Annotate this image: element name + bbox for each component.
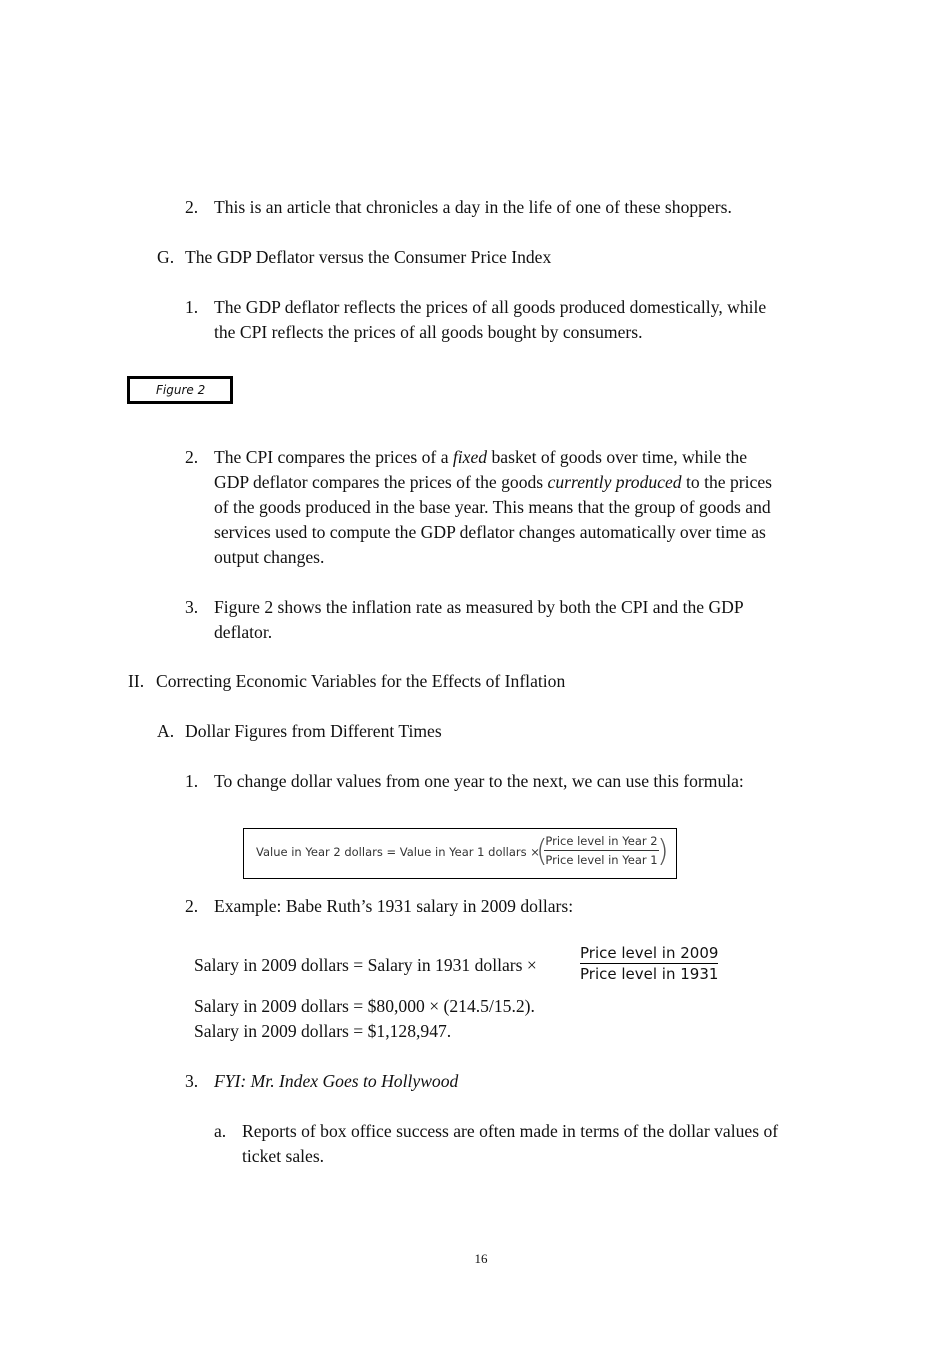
emphasis-text: fixed — [452, 447, 488, 467]
emphasis-text: currently produced — [547, 472, 682, 492]
item-text: Example: Babe Ruth’s 1931 salary in 2009 dollars: — [214, 896, 574, 916]
item-number: II. — [128, 671, 145, 691]
formula-numerator: Price level in Year 2 — [545, 834, 658, 848]
item-number: 1. — [185, 771, 199, 791]
text-run: The CPI compares the prices of a — [214, 447, 453, 467]
item-number: 2. — [185, 896, 199, 916]
item-number: G. — [157, 247, 175, 267]
fraction-bar — [544, 850, 659, 851]
item-number: 1. — [185, 297, 199, 317]
item-text-line: of the goods produced in the base year. This means that the group of goods and — [214, 497, 771, 517]
equation-line: Salary in 2009 dollars = Salary in 1931 dollars × — [194, 955, 537, 975]
right-paren: ) — [657, 834, 669, 869]
text-run: basket of goods over time, while the — [487, 447, 748, 467]
item-text-line: the CPI reflects the prices of all goods bought by consumers. — [214, 322, 643, 342]
item-number: 3. — [185, 1071, 199, 1091]
formula-left-side: Value in Year 2 dollars = Value in Year 1 dollars × — [256, 845, 540, 859]
item-number: 2. — [185, 197, 199, 217]
formula-box — [243, 828, 677, 879]
item-number: 3. — [185, 597, 199, 617]
figure-label-text: Figure 2 — [156, 383, 206, 397]
equation-fraction — [580, 944, 718, 983]
item-text: This is an article that chronicles a day in the life of one of these shoppers. — [214, 197, 732, 217]
text-run: GDP deflator compares the prices of the goods — [214, 472, 548, 492]
item-text: Dollar Figures from Different Times — [185, 721, 442, 741]
item-text-line — [214, 470, 772, 495]
item-text-line: output changes. — [214, 547, 325, 567]
item-text: FYI: Mr. Index Goes to Hollywood — [214, 1071, 459, 1091]
equation-line: Salary in 2009 dollars = $1,128,947. — [194, 1021, 452, 1041]
item-number: A. — [157, 721, 175, 741]
item-text: Correcting Economic Variables for the Effects of Inflation — [156, 671, 566, 691]
item-text-line: Reports of box office success are often made in terms of the dollar values of — [242, 1121, 779, 1141]
item-number: a. — [214, 1121, 227, 1141]
item-text-line: deflator. — [214, 622, 273, 642]
formula-denominator: Price level in Year 1 — [545, 853, 658, 867]
equation-denominator: Price level in 1931 — [580, 965, 719, 983]
left-paren: ( — [536, 834, 548, 869]
item-text: The GDP Deflator versus the Consumer Price Index — [185, 247, 552, 267]
item-number: 2. — [185, 447, 199, 467]
item-text-line: The GDP deflator reflects the prices of all goods produced domestically, while — [214, 297, 767, 317]
text-run: to the prices — [681, 472, 772, 492]
item-text-line: ticket sales. — [242, 1146, 325, 1166]
item-text-line: Figure 2 shows the inflation rate as measured by both the CPI and the GDP — [214, 597, 744, 617]
figure-label — [127, 376, 233, 404]
formula-fraction — [544, 834, 659, 867]
item-text: To change dollar values from one year to the next, we can use this formula: — [214, 771, 744, 791]
item-text-line: services used to compute the GDP deflator changes automatically over time as — [214, 522, 766, 542]
equation-numerator: Price level in 2009 — [580, 944, 719, 962]
page-number: 16 — [474, 1251, 488, 1266]
equation-line: Salary in 2009 dollars = $80,000 × (214.5/15.2). — [194, 996, 535, 1016]
item-text-line — [214, 445, 747, 470]
